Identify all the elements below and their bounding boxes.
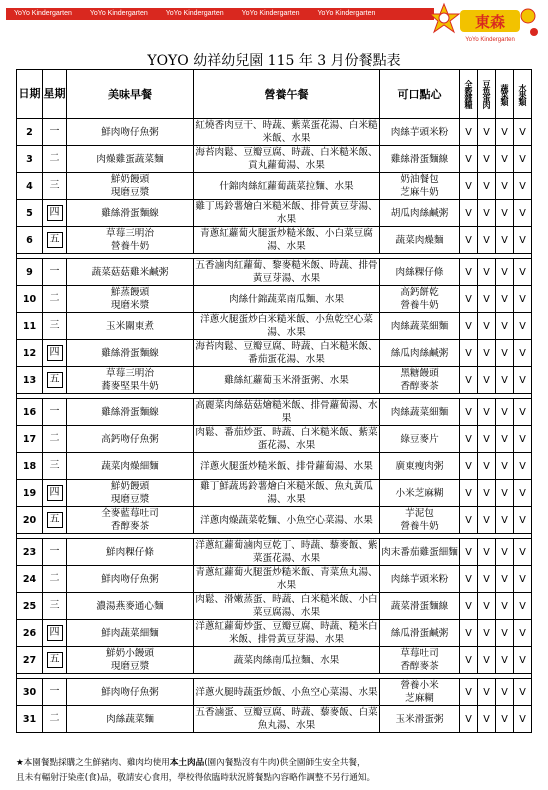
breakfast-cell: 鮮肉粿仔條 (67, 539, 194, 566)
menu-row (17, 227, 532, 254)
weekday-cell (43, 507, 67, 534)
check-cell: V (478, 286, 496, 313)
menu-row (17, 119, 532, 146)
menu-row (17, 286, 532, 313)
page-title: YOYO 幼祥幼兒園 115 年 3 月份餐點表 (147, 53, 401, 69)
snack-cell: 綠豆麥片 (380, 426, 460, 453)
snack-cell: 雞絲滑蛋麵線 (380, 146, 460, 173)
breakfast-cell: 鮮肉蔬菜細麵 (67, 620, 194, 647)
breakfast-cell: 鮮肉吻仔魚粥 (67, 119, 194, 146)
weekday-cell (43, 200, 67, 227)
check-cell: V (514, 507, 532, 534)
check-cell: V (478, 647, 496, 674)
menu-row (17, 647, 532, 674)
check-cell: V (514, 566, 532, 593)
check-cell: V (496, 399, 514, 426)
date-cell: 18 (17, 453, 43, 480)
col-breakfast-header: 美味早餐 (67, 70, 194, 119)
weekday-cell (43, 173, 67, 200)
breakfast-cell: 鮮奶小饅頭 現磨豆漿 (67, 647, 194, 674)
menu-row (17, 679, 532, 706)
lunch-cell: 雞丁鮮蔬馬鈴薯燴白米糙米飯、魚丸黃瓜湯、水果 (194, 480, 380, 507)
check-cell: V (478, 227, 496, 254)
check-cell: V (514, 647, 532, 674)
check-cell: V (478, 146, 496, 173)
weekday-label: 四 (47, 625, 63, 641)
date-cell: 23 (17, 539, 43, 566)
date-cell: 5 (17, 200, 43, 227)
snack-cell: 奶油餐包 芝麻牛奶 (380, 173, 460, 200)
menu-row (17, 200, 532, 227)
snack-cell: 蔬菜滑蛋麵線 (380, 593, 460, 620)
snack-cell: 高鈣餅乾 營養牛奶 (380, 286, 460, 313)
weekday-label: 三 (49, 180, 60, 191)
breakfast-cell: 肉絲蔬菜麵 (67, 706, 194, 733)
check-cell: V (478, 173, 496, 200)
weekday-cell (43, 566, 67, 593)
weekday-label: 五 (47, 512, 63, 528)
breakfast-cell: 濃湯燕麥通心麵 (67, 593, 194, 620)
check-cell: V (460, 480, 478, 507)
lunch-cell: 什錦肉絲紅蘿蔔蔬菜拉麵、水果 (194, 173, 380, 200)
weekday-label: 一 (49, 266, 60, 277)
check-cell: V (514, 539, 532, 566)
check-cell: V (514, 200, 532, 227)
snack-cell: 草莓吐司 香醇麥茶 (380, 647, 460, 674)
weekday-cell (43, 367, 67, 394)
check-cell: V (478, 480, 496, 507)
weekday-label: 五 (47, 232, 63, 248)
lunch-cell: 蔬菜肉絲南瓜拉麵、水果 (194, 647, 380, 674)
snack-cell: 胡瓜肉絲鹹粥 (380, 200, 460, 227)
check-cell: V (460, 539, 478, 566)
snack-cell: 廣東瘦肉粥 (380, 453, 460, 480)
date-cell: 3 (17, 146, 43, 173)
snack-cell: 小米芝麻糊 (380, 480, 460, 507)
menu-table (16, 69, 532, 733)
breakfast-cell: 肉燥雞蛋蔬菜麵 (67, 146, 194, 173)
lunch-cell: 洋蔥肉燥蔬菜乾麵、小魚空心菜湯、水果 (194, 507, 380, 534)
check-cell: V (496, 647, 514, 674)
date-cell: 10 (17, 286, 43, 313)
lunch-cell: 海苔肉鬆、豆瓣豆腐、時蔬、白米糙米飯、貢丸蘿蔔湯、水果 (195, 147, 378, 171)
date-cell: 31 (17, 706, 43, 733)
header-banner-strip (6, 8, 434, 20)
check-cell: V (514, 367, 532, 394)
snack-cell: 芋泥包 營養牛奶 (380, 507, 460, 534)
lunch-cell: 洋蔥火腿蛋炒白米糙米飯、小魚乾空心菜湯、水果 (194, 313, 380, 340)
menu-row (17, 340, 532, 367)
breakfast-cell: 全麥藍莓吐司 香醇麥茶 (67, 507, 194, 534)
check-cell: V (496, 313, 514, 340)
lunch-cell: 雞絲紅蘿蔔玉米滑蛋粥、水果 (194, 367, 380, 394)
check-cell: V (514, 593, 532, 620)
date-cell: 24 (17, 566, 43, 593)
breakfast-cell: 玉米關東煮 (67, 313, 194, 340)
check-cell: V (478, 200, 496, 227)
check-cell: V (514, 620, 532, 647)
check-cell: V (514, 173, 532, 200)
breakfast-cell: 雞絲滑蛋麵線 (67, 399, 194, 426)
col-lunch-header: 營養午餐 (194, 70, 380, 119)
weekday-label: 二 (49, 293, 60, 304)
breakfast-cell: 草莓三明治 蕎麥堅果牛奶 (67, 367, 194, 394)
menu-row (17, 367, 532, 394)
check-cell: V (478, 679, 496, 706)
lunch-cell: 洋蔥火腿蛋炒糙米飯、排骨蘿蔔湯、水果 (194, 453, 380, 480)
check-cell: V (460, 566, 478, 593)
check-cell: V (460, 507, 478, 534)
date-cell: 30 (17, 679, 43, 706)
lunch-cell: 青蔥紅蘿蔔火腿蛋炒糙米飯、小白菜豆腐湯、水果 (194, 227, 380, 254)
weekday-label: 二 (49, 153, 60, 164)
weekday-label: 五 (47, 372, 63, 388)
weekday-label: 三 (49, 320, 60, 331)
date-cell: 26 (17, 620, 43, 647)
weekday-label: 二 (49, 713, 60, 724)
snack-cell: 肉絲芋頭米粉 (380, 119, 460, 146)
breakfast-cell: 鮮奶饅頭 現磨豆漿 (67, 480, 194, 507)
check-cell: V (514, 227, 532, 254)
check-cell: V (496, 340, 514, 367)
breakfast-cell: 鮮奶饅頭 現磨豆漿 (67, 173, 194, 200)
check-cell: V (514, 340, 532, 367)
breakfast-cell: 高鈣吻仔魚粥 (67, 426, 194, 453)
col-vegetable-header: 蔬菜類 (496, 70, 514, 119)
weekday-cell (43, 259, 67, 286)
check-cell: V (496, 679, 514, 706)
col-weekday-header: 星期 (43, 70, 67, 119)
breakfast-cell: 蔬菜肉燥細麵 (67, 453, 194, 480)
lunch-cell: 五香滷蛋、豆瓣豆腐、時蔬、藜麥飯、白菜魚丸湯、水果 (195, 707, 378, 731)
check-cell: V (460, 200, 478, 227)
check-cell: V (460, 173, 478, 200)
snack-cell: 肉絲粿仔條 (380, 259, 460, 286)
check-cell: V (496, 620, 514, 647)
lunch-cell: 肉鬆、滑嫩蒸蛋、時蔬、白米糙米飯、小白菜豆腐湯、水果 (195, 594, 378, 618)
weekday-label: 一 (49, 126, 60, 137)
menu-row (17, 566, 532, 593)
check-cell: V (514, 146, 532, 173)
col-grains-header: 全穀雜糧 (460, 70, 478, 119)
lunch-cell: 青蔥紅蘿蔔火腿蛋炒糙米飯、青菜魚丸湯、水果 (195, 567, 378, 591)
menu-row (17, 146, 532, 173)
menu-row (17, 593, 532, 620)
logo-text: 東森 (474, 13, 506, 31)
check-cell: V (460, 679, 478, 706)
weekday-cell (43, 227, 67, 254)
menu-row (17, 173, 532, 200)
check-cell: V (514, 399, 532, 426)
check-cell: V (496, 227, 514, 254)
check-cell: V (460, 119, 478, 146)
weekday-cell (43, 426, 67, 453)
weekday-label: 四 (47, 205, 63, 221)
check-cell: V (514, 286, 532, 313)
date-cell: 11 (17, 313, 43, 340)
menu-row (17, 426, 532, 453)
check-cell: V (496, 146, 514, 173)
check-cell: V (496, 480, 514, 507)
check-cell: V (460, 593, 478, 620)
weekday-cell (43, 453, 67, 480)
banner-text: YoYo Kindergarten (241, 10, 300, 17)
check-cell: V (496, 706, 514, 733)
menu-row (17, 620, 532, 647)
check-cell: V (460, 426, 478, 453)
check-cell: V (514, 453, 532, 480)
check-cell: V (460, 286, 478, 313)
weekday-label: 四 (47, 485, 63, 501)
snack-cell: 黑糖饅頭 香醇麥茶 (380, 367, 460, 394)
check-cell: V (478, 507, 496, 534)
logo-subtext: YoYo Kindergarten (465, 37, 515, 43)
lunch-cell: 高麗菜肉絲菇菇燴糙米飯、排骨蘿蔔湯、水果 (195, 400, 378, 424)
date-cell: 6 (17, 227, 43, 254)
footer-note (16, 756, 536, 786)
check-cell: V (460, 706, 478, 733)
check-cell: V (496, 119, 514, 146)
check-cell: V (460, 647, 478, 674)
check-cell: V (460, 340, 478, 367)
date-cell: 17 (17, 426, 43, 453)
check-cell: V (478, 340, 496, 367)
weekday-cell (43, 620, 67, 647)
check-cell: V (460, 146, 478, 173)
weekday-label: 二 (49, 433, 60, 444)
weekday-cell (43, 593, 67, 620)
check-cell: V (496, 566, 514, 593)
weekday-cell (43, 480, 67, 507)
breakfast-cell: 蔬菜菇菇雞米鹹粥 (67, 259, 194, 286)
snack-cell: 絲瓜肉絲鹹粥 (380, 340, 460, 367)
lunch-cell: 洋蔥火腿時蔬蛋炒飯、小魚空心菜湯、水果 (194, 679, 380, 706)
snack-cell: 肉絲芋頭米粉 (380, 566, 460, 593)
footer-line-1: ★本園餐點採購之生鮮豬肉、雞肉均使用本土肉品(園內餐點沒有牛肉)供全園師生安全共餐， (16, 758, 366, 768)
check-cell: V (478, 313, 496, 340)
check-cell: V (478, 453, 496, 480)
menu-row (17, 507, 532, 534)
lunch-cell: 海苔肉鬆、豆瓣豆腐、時蔬、白米糙米飯、番茄蛋花湯、水果 (195, 341, 378, 365)
weekday-cell (43, 146, 67, 173)
footer-line-2: 且未有輻射汙染產(食)品，敬請安心食用，學校得依臨時狀況將餐點內容略作調整不另行通知。 (16, 773, 376, 783)
check-cell: V (478, 620, 496, 647)
banner-text: YoYo Kindergarten (89, 10, 148, 17)
check-cell: V (478, 119, 496, 146)
menu-row (17, 259, 532, 286)
weekday-cell (43, 313, 67, 340)
col-snack-header: 可口點心 (380, 70, 460, 119)
check-cell: V (478, 566, 496, 593)
lunch-cell: 洋蔥紅蘿蔔炒蛋、豆瓣豆腐、時蔬、糙米白米飯、排骨黃豆芽湯、水果 (195, 621, 378, 645)
menu-row (17, 706, 532, 733)
lunch-cell: 洋蔥紅蘿蔔滷肉豆乾丁、時蔬、藜麥飯、紫菜蛋花湯、水果 (195, 540, 378, 564)
check-cell: V (478, 367, 496, 394)
weekday-cell (43, 286, 67, 313)
snack-cell: 肉絲蔬菜細麵 (380, 313, 460, 340)
check-cell: V (514, 480, 532, 507)
date-cell: 13 (17, 367, 43, 394)
check-cell: V (496, 259, 514, 286)
weekday-label: 一 (49, 686, 60, 697)
snack-cell: 肉絲蔬菜細麵 (380, 399, 460, 426)
col-protein-header: 豆魚蛋肉 (478, 70, 496, 119)
check-cell: V (496, 453, 514, 480)
lunch-cell: 紅燒香肉豆干、時蔬、紫菜蛋花湯、白米糙米飯、水果 (195, 120, 378, 144)
check-cell: V (496, 367, 514, 394)
snack-cell: 蔬菜肉燥麵 (380, 227, 460, 254)
check-cell: V (514, 706, 532, 733)
col-date-header: 日期 (17, 70, 43, 119)
weekday-cell (43, 647, 67, 674)
date-cell: 4 (17, 173, 43, 200)
banner-text: YoYo Kindergarten (317, 10, 376, 17)
breakfast-cell: 鮮肉吻仔魚粥 (67, 566, 194, 593)
date-cell: 16 (17, 399, 43, 426)
snack-cell: 玉米滑蛋粥 (380, 706, 460, 733)
check-cell: V (478, 593, 496, 620)
check-cell: V (460, 620, 478, 647)
snack-cell: 絲瓜滑蛋鹹粥 (380, 620, 460, 647)
check-cell: V (460, 259, 478, 286)
check-cell: V (496, 200, 514, 227)
date-cell: 2 (17, 119, 43, 146)
weekday-cell (43, 340, 67, 367)
breakfast-cell: 雞絲滑蛋麵線 (67, 340, 194, 367)
weekday-label: 三 (49, 600, 60, 611)
weekday-label: 四 (47, 345, 63, 361)
menu-row (17, 539, 532, 566)
check-cell: V (514, 259, 532, 286)
weekday-label: 一 (49, 546, 60, 557)
date-cell: 12 (17, 340, 43, 367)
check-cell: V (460, 227, 478, 254)
check-cell: V (496, 507, 514, 534)
check-cell: V (460, 399, 478, 426)
lunch-cell: 肉絲什錦蔬菜南瓜麵、水果 (194, 286, 380, 313)
weekday-cell (43, 539, 67, 566)
breakfast-cell: 鮮肉吻仔魚粥 (67, 679, 194, 706)
check-cell: V (514, 119, 532, 146)
check-cell: V (496, 426, 514, 453)
school-logo (430, 2, 542, 44)
check-cell: V (478, 706, 496, 733)
check-cell: V (496, 286, 514, 313)
check-cell: V (496, 593, 514, 620)
date-cell: 9 (17, 259, 43, 286)
check-cell: V (496, 173, 514, 200)
check-cell: V (514, 426, 532, 453)
check-cell: V (460, 313, 478, 340)
menu-row (17, 480, 532, 507)
lunch-cell: 五香滷肉紅蘿蔔、黎麥糙米飯、時蔬、排骨黃豆芽湯、水果 (195, 260, 378, 284)
weekday-cell (43, 679, 67, 706)
col-fruit-header: 水果類 (514, 70, 532, 119)
check-cell: V (496, 539, 514, 566)
date-cell: 27 (17, 647, 43, 674)
weekday-label: 三 (49, 460, 60, 471)
snack-cell: 營養小米 芝麻糊 (380, 679, 460, 706)
check-cell: V (514, 313, 532, 340)
breakfast-cell: 鮮蒸饅頭 現磨米漿 (67, 286, 194, 313)
weekday-label: 二 (49, 573, 60, 584)
breakfast-cell: 草莓三明治 營養牛奶 (67, 227, 194, 254)
date-cell: 19 (17, 480, 43, 507)
weekday-label: 五 (47, 652, 63, 668)
check-cell: V (478, 399, 496, 426)
check-cell: V (460, 453, 478, 480)
menu-row (17, 453, 532, 480)
check-cell: V (514, 679, 532, 706)
breakfast-cell: 雞絲滑蛋麵線 (67, 200, 194, 227)
weekday-cell (43, 119, 67, 146)
check-cell: V (478, 426, 496, 453)
check-cell: V (478, 259, 496, 286)
date-cell: 25 (17, 593, 43, 620)
date-cell: 20 (17, 507, 43, 534)
lunch-cell: 雞丁馬鈴薯燴白米糙米飯、排骨黃豆芽湯、水果 (195, 201, 378, 225)
weekday-cell (43, 706, 67, 733)
banner-text: YoYo Kindergarten (14, 10, 72, 17)
banner-text: YoYo Kindergarten (165, 10, 224, 17)
weekday-cell (43, 399, 67, 426)
check-cell: V (478, 539, 496, 566)
weekday-label: 一 (49, 406, 60, 417)
lunch-cell: 肉鬆、番茄炒蛋、時蔬、白米糙米飯、紫菜蛋花湯、水果 (195, 427, 378, 451)
menu-row (17, 399, 532, 426)
snack-cell: 肉末番茄雞蛋細麵 (380, 539, 460, 566)
menu-row (17, 313, 532, 340)
check-cell: V (460, 367, 478, 394)
